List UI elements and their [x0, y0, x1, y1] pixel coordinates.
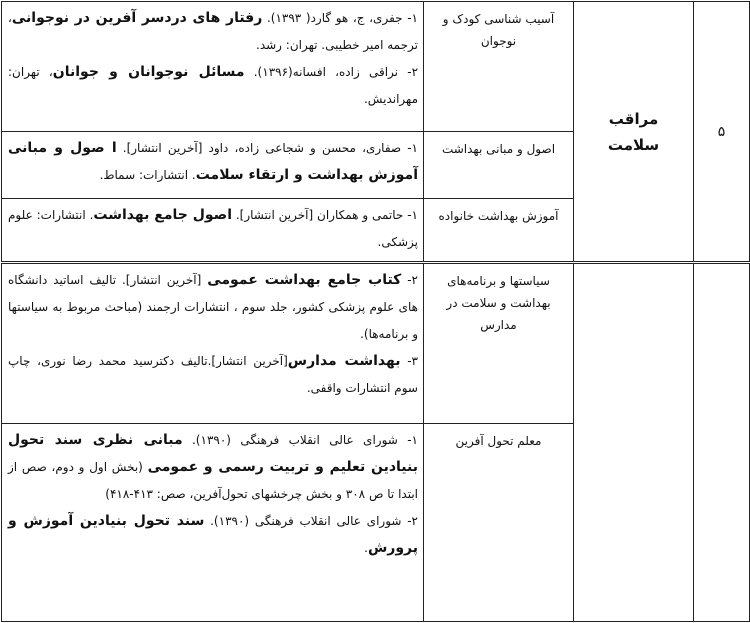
- course-name: [424, 263, 574, 423]
- references-cell: [2, 263, 424, 423]
- reference-item: [8, 267, 418, 348]
- ref-title: مبانی نظری سند تحول بنیادین تعلیم و تربیت رسمی و عمومی: [8, 431, 418, 475]
- course-name: اصول و مبانی بهداشت: [424, 132, 574, 199]
- ref-title: اصول جامع بهداشت: [93, 207, 233, 224]
- ref-title: کتاب جامع بهداشت عمومی: [207, 272, 402, 289]
- ref-text: ۲- نراقی زاده، افسانه(۱۳۹۶).: [244, 65, 419, 79]
- ref-text: [آخرین انتشار].تالیف دکترسید محمد رضا نوری، چاپ سوم انتشارات واقفی.: [8, 354, 418, 396]
- table-row: [2, 263, 750, 423]
- ref-text: ۱- جفری، ج، هو گارد( ۱۳۹۳).: [262, 11, 418, 25]
- subject-title: [574, 2, 694, 263]
- empty-cell: [694, 263, 750, 622]
- references-cell: [2, 199, 424, 263]
- table-row: [2, 2, 750, 132]
- ref-text: ۲-: [401, 273, 418, 288]
- ref-text: (بخش اول و دوم، صص از ابتدا تا ص ۳۰۸ و بخش چرخشهای تحول‌آفرین، صص: ۴۱۳-۴۱۸): [8, 459, 418, 501]
- references-cell: [2, 2, 424, 132]
- reference-item: [8, 5, 418, 59]
- ref-title: سند تحول بنیادین آموزش و پرورش: [8, 512, 418, 556]
- ref-text: ، تهران: مهراندیش.: [8, 65, 418, 106]
- ref-text: .: [364, 540, 368, 555]
- ref-text: . انتشارات: سماط.: [99, 168, 196, 183]
- reference-item: [8, 427, 418, 508]
- curriculum-table: [1, 1, 750, 622]
- empty-cell: [574, 263, 694, 622]
- reference-item: [8, 508, 418, 562]
- references-cell: [2, 132, 424, 199]
- course-name: معلم تحول آفرین: [424, 423, 574, 621]
- ref-title: ا صول و مبانی آموزش بهداشت و ارتقاء سلامت: [8, 140, 418, 184]
- course-label: سیاستها و برنامه‌های بهداشت و سلامت در مدارس: [446, 274, 551, 333]
- ref-title: مسائل نوجوانان و جوانان: [52, 64, 245, 80]
- row-number: ۵: [694, 2, 750, 263]
- ref-text: ۱- شورای عالی انقلاب فرهنگی (۱۳۹۰).: [182, 432, 418, 447]
- course-name: آسیب شناسی کودک و نوجوان: [424, 2, 574, 132]
- ref-title: بهداشت مدارس: [287, 353, 401, 370]
- reference-item: [8, 348, 418, 402]
- ref-text: ۱- حاتمی و همکاران [آخرین انتشار].: [232, 208, 418, 223]
- reference-item: [8, 59, 418, 113]
- subject-label: مراقب سلامت: [607, 109, 660, 154]
- reference-item: [8, 135, 418, 189]
- ref-title: رفتار های دردسر آفرین در نوجوانی: [11, 10, 263, 26]
- ref-text: . انتشارات: علوم پزشکی.: [8, 208, 418, 250]
- course-name: آموزش بهداشت خانواده: [424, 199, 574, 263]
- ref-text: ، ترجمه امیر خطیبی. تهران: رشد.: [8, 11, 418, 52]
- references-cell: [2, 423, 424, 621]
- ref-text: [آخرین انتشار]. تالیف اساتید دانشگاه های علوم پزشکی کشور، جلد سوم ، انتشارات ارجمند (مباحث مربوط به سیاستها و برنامه‌ها).: [8, 273, 418, 342]
- ref-text: ۲- شورای عالی انقلاب فرهنگی (۱۳۹۰).: [204, 513, 418, 528]
- reference-item: [8, 202, 418, 256]
- ref-text: ۳-: [400, 354, 418, 369]
- ref-text: ۱- صفاری، محسن و شجاعی زاده، داود [آخرین انتشار].: [116, 141, 418, 156]
